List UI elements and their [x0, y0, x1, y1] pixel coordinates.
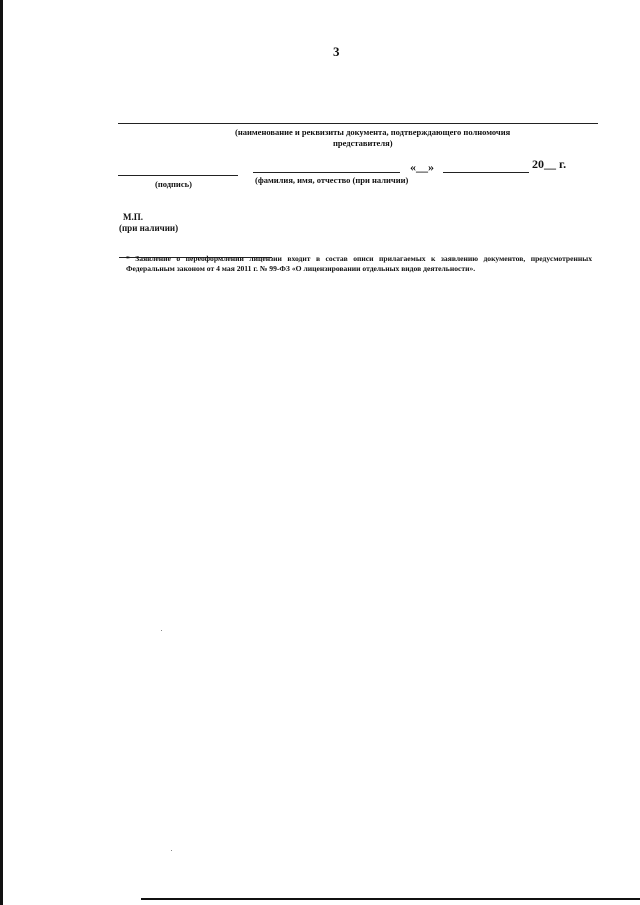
representative-doc-caption-line1: (наименование и реквизиты документа, подтверждающего полномочия — [235, 127, 511, 137]
stamp-note: (при наличии) — [119, 223, 179, 233]
date-month-line — [443, 172, 529, 173]
date-day: «__» — [410, 160, 434, 174]
scan-speck — [161, 630, 162, 631]
scan-bottom-edge — [141, 898, 640, 900]
signature-line — [118, 175, 238, 176]
name-caption: (фамилия, имя, отчество (при наличии) — [255, 175, 409, 185]
representative-doc-line — [118, 123, 598, 124]
scan-speck — [171, 850, 172, 851]
signature-caption: (подпись) — [155, 179, 192, 189]
footnote-text: * Заявление о переоформлении лицензии входит в состав описи прилагаемых к заявлению документов, предусмотренных Федеральным законом от 4 мая 2011 г. № 99-ФЗ «О лицензировании отдельных видов деятельности». — [126, 254, 592, 273]
representative-doc-caption-line2: представителя) — [333, 138, 393, 148]
page-number: 3 — [333, 44, 340, 59]
name-line — [253, 172, 400, 173]
date-year: 20__ г. — [532, 157, 567, 171]
stamp-label: М.П. — [123, 212, 143, 222]
